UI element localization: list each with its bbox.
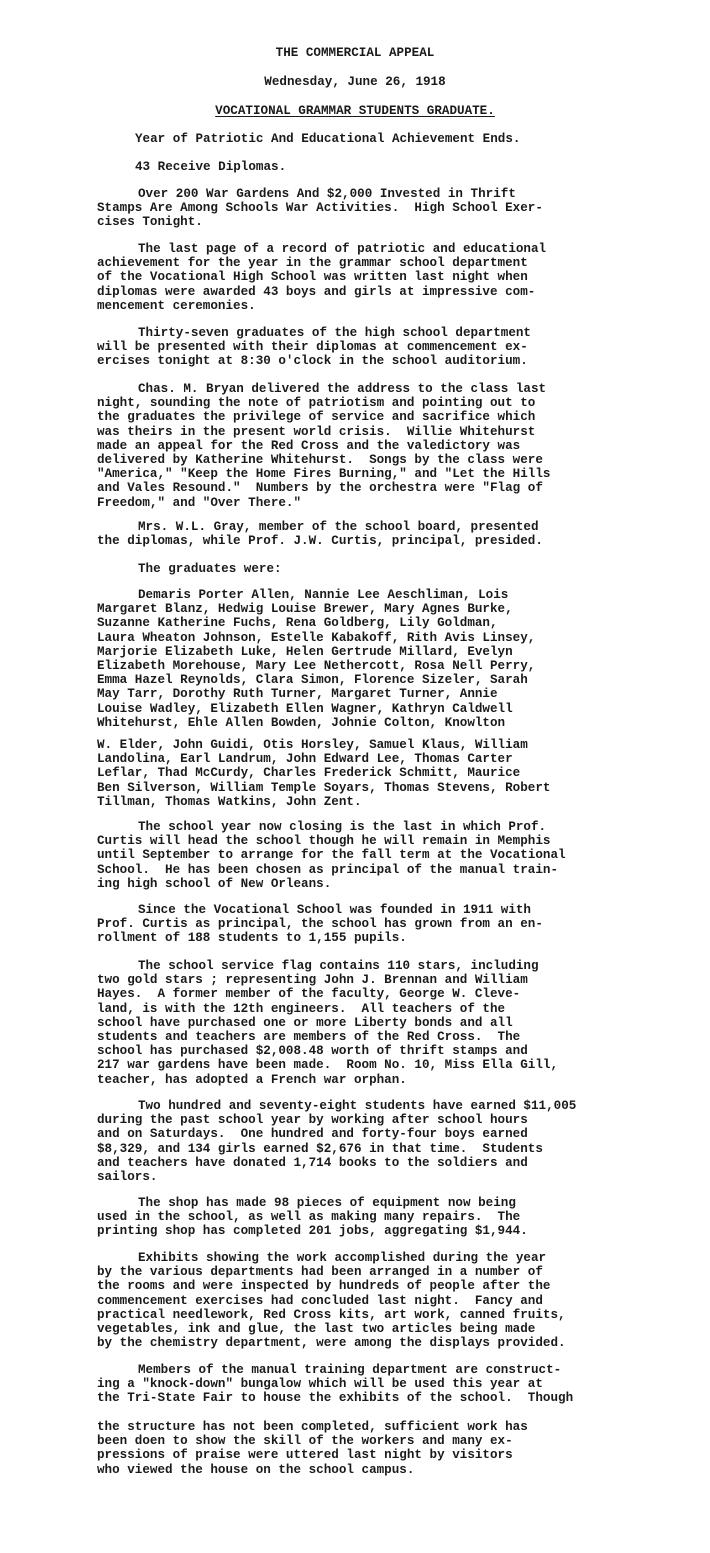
newspaper-name: THE COMMERCIAL APPEAL <box>275 46 435 60</box>
text-line: mencement ceremonies. <box>97 298 256 313</box>
text-line: was theirs in the present world crisis. Willie Whitehurst <box>97 424 536 439</box>
text-line: Laura Wheaton Johnson, Estelle Kabakoff, Rith Avis Linsey, <box>97 630 536 645</box>
text-line: ing a "knock-down" bungalow which will be used this year at <box>97 1377 543 1392</box>
text-line: Members of the manual training department are construct- <box>138 1363 562 1377</box>
text-line: by the chemistry department, were among the displays provided. <box>97 1336 566 1351</box>
text-line: Ben Silverson, William Temple Soyars, Thomas Stevens, Robert <box>97 780 551 795</box>
text-line: will be presented with their diplomas at commencement ex- <box>97 340 528 355</box>
headline: VOCATIONAL GRAMMAR STUDENTS GRADUATE. <box>215 104 495 118</box>
text-line: commencement exercises had concluded last night. Fancy and <box>97 1293 543 1308</box>
text-line: $8,329, and 134 girls earned $2,676 in that time. Students <box>97 1141 543 1156</box>
text-line: ing high school of New Orleans. <box>97 876 332 891</box>
text-line: achievement for the year in the grammar school department <box>97 256 528 271</box>
text-line: Whitehurst, Ehle Allen Bowden, Johnie Colton, Knowlton <box>97 715 506 730</box>
text-line: "America," "Keep the Home Fires Burning," and "Let the Hills <box>97 467 551 482</box>
text-line: vegetables, ink and glue, the last two articles being made <box>97 1322 536 1336</box>
text-line: practical needlework, Red Cross kits, art work, canned fruits, <box>97 1307 566 1322</box>
text-line: until September to arrange for the fall term at the Vocational <box>97 848 566 863</box>
text-line: School. He has been chosen as principal of the manual train- <box>97 862 559 877</box>
text-line: The shop has made 98 pieces of equipment now being <box>138 1196 516 1210</box>
text-line: the Tri-State Fair to house the exhibits of the school. Though <box>97 1391 574 1406</box>
text-line: Exhibits showing the work accomplished during the year <box>138 1251 547 1265</box>
text-line: W. Elder, John Guidi, Otis Horsley, Samuel Klaus, William <box>97 738 528 752</box>
text-line: Freedom," and "Over There." <box>97 495 302 510</box>
text-line: ercises tonight at 8:30 o'clock in the school auditorium. <box>97 354 528 369</box>
text-line: and on Saturdays. One hundred and forty-four boys earned <box>97 1127 528 1142</box>
text-line: The school year now closing is the last in which Prof. <box>138 820 547 834</box>
subhead-2: 43 Receive Diplomas. <box>135 160 287 174</box>
text-line: Tillman, Thomas Watkins, John Zent. <box>97 794 362 809</box>
text-line: and teachers have donated 1,714 books to the soldiers and <box>97 1155 528 1170</box>
text-line: school has purchased $2,008.48 worth of thrift stamps and <box>97 1044 528 1059</box>
text-line: May Tarr, Dorothy Ruth Turner, Margaret Turner, Annie <box>97 687 498 702</box>
text-line: Curtis will head the school though he will remain in Memphis <box>97 834 551 849</box>
subhead-1: Year of Patriotic And Educational Achievement Ends. <box>135 132 521 146</box>
text-line: Suzanne Katherine Fuchs, Rena Goldberg, Lily Goldman, <box>97 616 498 631</box>
text-line: Demaris Porter Allen, Nannie Lee Aeschliman, Lois <box>138 588 509 602</box>
text-line: Thirty-seven graduates of the high school department <box>138 326 531 340</box>
text-line: The school service flag contains 110 stars, including <box>138 959 539 973</box>
text-line: Elizabeth Morehouse, Mary Lee Nethercott, Rosa Nell Perry, <box>97 659 536 673</box>
text-line: The last page of a record of patriotic and educational <box>138 242 547 256</box>
text-line: 217 war gardens have been made. Room No. 10, Miss Ella Gill, <box>97 1058 559 1073</box>
text-line: Stamps Are Among Schools War Activities. High School Exer- <box>97 201 543 216</box>
text-line: Chas. M. Bryan delivered the address to the class last <box>138 382 547 396</box>
text-line: students and teachers are members of the Red Cross. The <box>97 1030 521 1044</box>
text-line: and Vales Resound." Numbers by the orchestra were "Flag of <box>97 481 543 496</box>
article-date: Wednesday, June 26, 1918 <box>264 75 446 89</box>
text-line: Marjorie Elizabeth Luke, Helen Gertrude Millard, Evelyn <box>97 644 513 659</box>
text-line: the graduates the privilege of service and sacrifice which <box>97 410 536 425</box>
text-line: teacher, has adopted a French war orphan. <box>97 1072 407 1087</box>
text-line: used in the school, as well as making many repairs. The <box>97 1210 521 1225</box>
text-line: Prof. Curtis as principal, the school has grown from an en- <box>97 917 543 932</box>
text-line: Since the Vocational School was founded in 1911 with <box>138 903 531 917</box>
text-line: printing shop has completed 201 jobs, aggregating $1,944. <box>97 1224 528 1239</box>
text-line: Two hundred and seventy-eight students have earned $11,005 <box>138 1099 577 1113</box>
text-line: two gold stars ; representing John J. Brennan and William <box>97 973 528 988</box>
text-line: pressions of praise were uttered last night by visitors <box>97 1448 513 1463</box>
text-line: diplomas were awarded 43 boys and girls at impressive com- <box>97 284 536 299</box>
text-line: Louise Wadley, Elizabeth Ellen Wagner, Kathryn Caldwell <box>97 701 513 716</box>
text-line: Emma Hazel Reynolds, Clara Simon, Florence Sizeler, Sarah <box>97 673 528 688</box>
text-line: land, is with the 12th engineers. All teachers of the <box>97 1001 506 1016</box>
text-line: rollment of 188 students to 1,155 pupils. <box>97 931 407 946</box>
text-line: Hayes. A former member of the faculty, George W. Cleve- <box>97 987 521 1002</box>
text-line: school have purchased one or more Liberty bonds and all <box>97 1015 513 1030</box>
text-line: delivered by Katherine Whitehurst. Songs by the class were <box>97 453 543 467</box>
text-line: The graduates were: <box>138 562 282 576</box>
text-line: the diplomas, while Prof. J.W. Curtis, principal, presided. <box>97 534 543 549</box>
text-line: Leflar, Thad McCurdy, Charles Frederick Schmitt, Maurice <box>97 766 521 781</box>
text-line: Mrs. W.L. Gray, member of the school board, presented <box>138 520 539 534</box>
text-line: sailors. <box>97 1170 158 1184</box>
text-line: Over 200 War Gardens And $2,000 Invested in Thrift <box>138 187 516 201</box>
text-line: Landolina, Earl Landrum, John Edward Lee, Thomas Carter <box>97 752 513 767</box>
text-line: night, sounding the note of patriotism and pointing out to <box>97 396 536 411</box>
text-line: cises Tonight. <box>97 215 203 230</box>
text-line: been doen to show the skill of the workers and many ex- <box>97 1434 513 1449</box>
text-line: who viewed the house on the school campus. <box>97 1462 415 1477</box>
text-line: the rooms and were inspected by hundreds of people after the <box>97 1279 551 1294</box>
text-line: the structure has not been completed, sufficient work has <box>97 1420 528 1434</box>
text-line: made an appeal for the Red Cross and the valedictory was <box>97 438 521 453</box>
text-line: of the Vocational High School was written last night when <box>97 270 528 285</box>
text-line: Margaret Blanz, Hedwig Louise Brewer, Mary Agnes Burke, <box>97 602 513 617</box>
text-line: during the past school year by working after school hours <box>97 1113 528 1128</box>
text-line: by the various departments had been arranged in a number of <box>97 1265 543 1280</box>
